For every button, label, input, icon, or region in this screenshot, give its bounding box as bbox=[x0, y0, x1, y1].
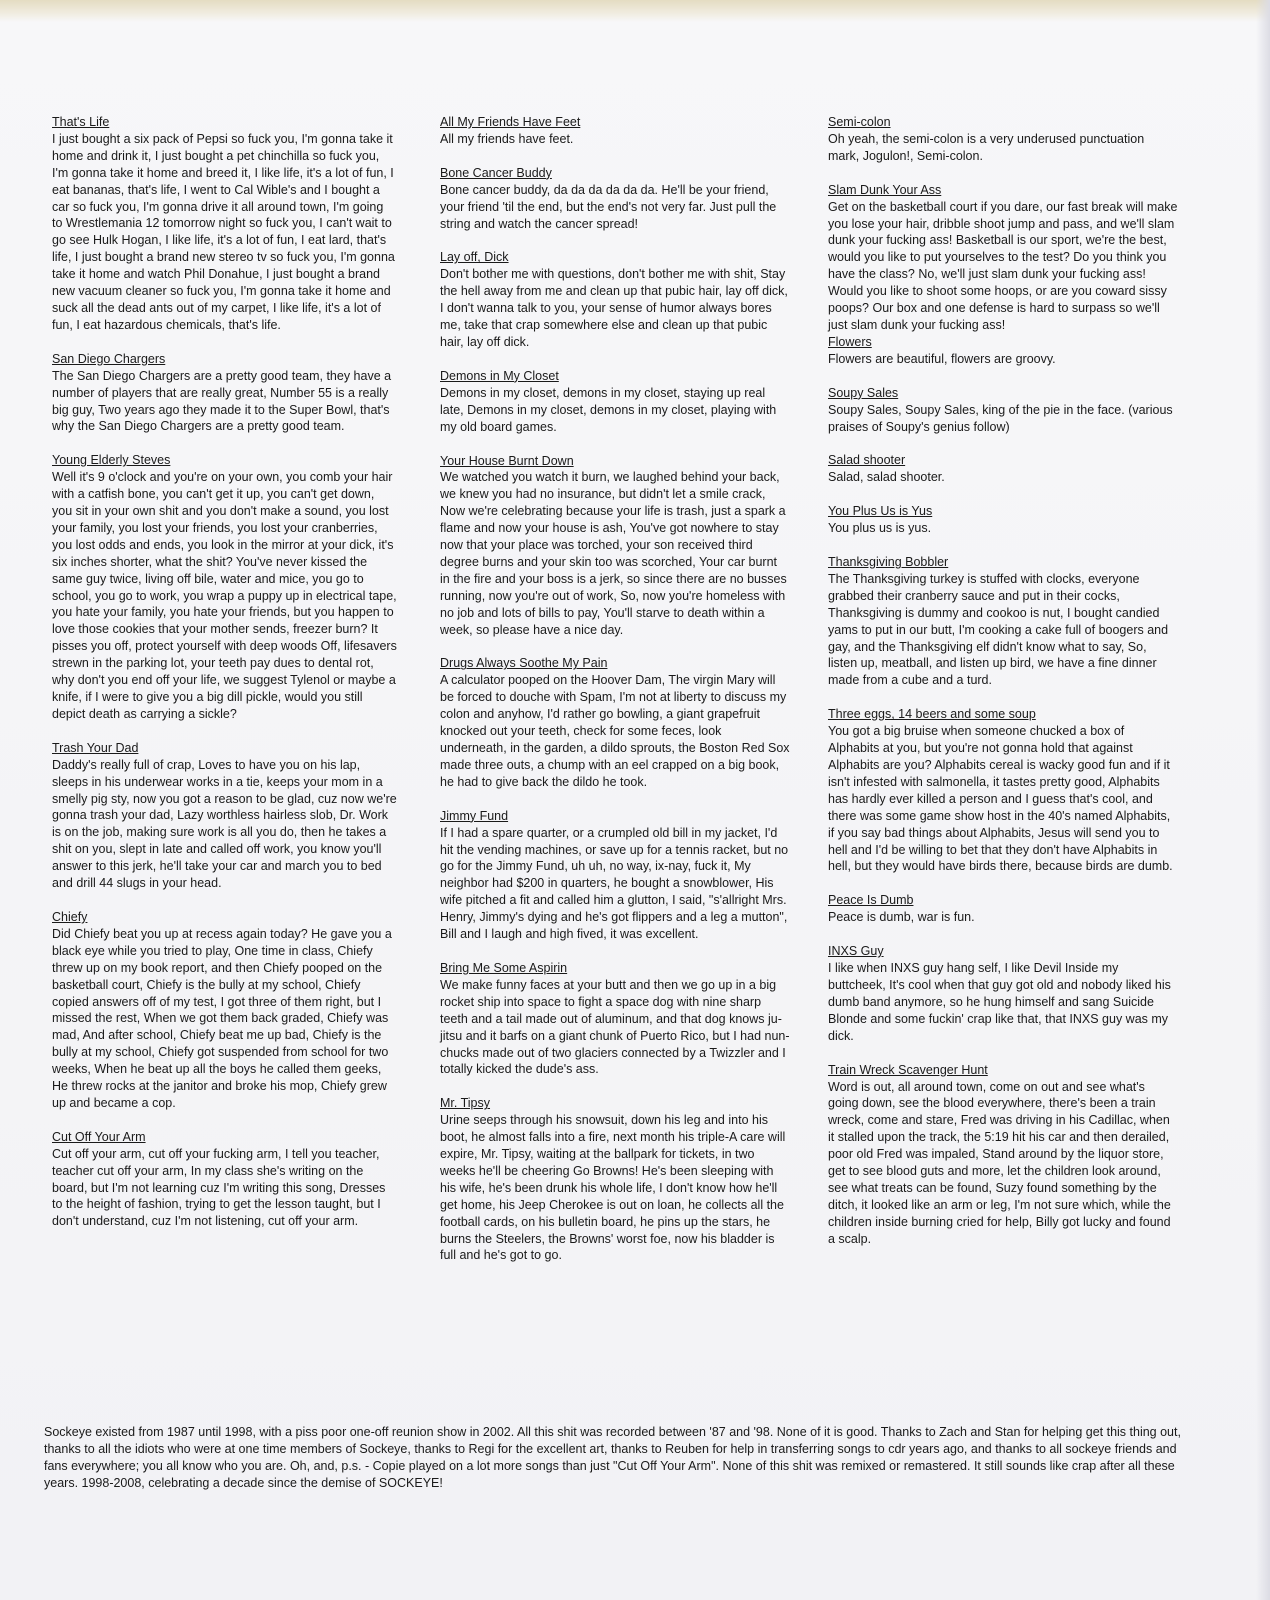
song-lyrics: Salad, salad shooter. bbox=[828, 470, 945, 485]
song-chiefy bbox=[52, 909, 397, 1112]
song-title: Trash Your Dad bbox=[52, 740, 139, 755]
song-lyrics: Peace is dumb, war is fun. bbox=[828, 910, 975, 925]
song-title: Chiefy bbox=[52, 909, 88, 924]
song-bone-cancer-buddy bbox=[440, 165, 790, 233]
song-bring-me-some-aspirin bbox=[440, 960, 790, 1078]
song-cut-off-your-arm bbox=[52, 1129, 397, 1230]
song-lyrics: Demons in my closet, demons in my closet, staying up real late, Demons in my closet, demons in my closet, playing with my old board games. bbox=[440, 385, 777, 434]
song-title: Cut Off Your Arm bbox=[52, 1129, 146, 1144]
song-jimmy-fund bbox=[440, 808, 790, 943]
liner-notes-footer: Sockeye existed from 1987 until 1998, with a piss poor one-off reunion show in 2002. All this shit was recorded between '87 and '98. None of it is good. Thanks to Zach and Stan for helping get this thing out, thanks to all the idiots who were at one time members of Sockeye, thanks to Regi for the excellent art, thanks to Reuben for help in transferring songs to cdr years ago, and thanks to all sockeye friends and fans everywhere; you all know who you are. Oh, and, p.s. - Copie played on a lot more songs than just "Cut Off Your Arm". None of this shit was remixed or remastered. It still sounds like crap after all these years. 1998-2008, celebrating a decade since the demise of SOCKEYE! bbox=[44, 1425, 1181, 1490]
song-title: Thanksgiving Bobbler bbox=[828, 555, 949, 570]
song-title: That's Life bbox=[52, 115, 110, 129]
song-slam-dunk-your-ass bbox=[828, 182, 1178, 334]
song-mr-tipsy bbox=[440, 1095, 790, 1264]
song-title: Jimmy Fund bbox=[440, 808, 509, 823]
song-lyrics: All my friends have feet. bbox=[440, 131, 574, 146]
song-lyrics: You got a big bruise when someone chucked a box of Alphabits at you, but you're not gonna hold that against Alphabits are you? Alphabits cereal is wacky good fun and if it isn't infested with salmonella, it tastes pretty good, Alphabits has hardly ever killed a person and I guess that's cool, and there was some game show host in the 40's named Alphabits, if you say bad things about Alphabits, Jesus will send you to hell and I'd be willing to bet that they don't have Alphabits in hell, but they would have birds there, because birds are dumb. bbox=[828, 724, 1173, 874]
song-lyrics: Daddy's really full of crap, Loves to have you on his lap, sleeps in his underwear works in a tie, keeps your mom in a smelly pig sty, now you got a reason to be glad, cuz now we're gonna trash your dad, Lazy worthless hairless slob, Dr. Work is on the job, making sure work is all you do, then he takes a shit on you, slept in late and called off work, you know you'll answer to this jerk, he'll take your car and march you to bed and drill 44 slugs in your head. bbox=[52, 757, 397, 891]
song-lyrics: I like when INXS guy hang self, I like Devil Inside my buttcheek, It's cool when that guy got old and nobody liked his dumb band anymore, so he hung himself and sang Suicide Blonde and some fuckin' crap like that, that INXS guy was my dick. bbox=[828, 961, 1171, 1043]
song-demons-in-my-closet bbox=[440, 368, 790, 436]
song-title: Soupy Sales bbox=[828, 385, 899, 400]
lyrics-column-1 bbox=[52, 114, 397, 1230]
song-lyrics: I just bought a six pack of Pepsi so fuck you, I'm gonna take it home and drink it, I just bought a pet chinchilla so fuck you, I'm gonna take it home and breed it, I like life, it's a lot of fun, I eat bananas, that's life, I went to Cal Wible's and I bought a car so fuck you, I'm gonna drive it all around town, I'm going to Wrestlemania 12 tomorrow night so fuck you, I can't wait to go see Hulk Hogan, I like life, it's a lot of fun, I eat lard, that's life, I just bought a brand new stereo tv so fuck you, I'm gonna take it home and watch Phil Donahue, I just bought a brand new vacuum cleaner so fuck you, I'm gonna take it home and suck all the dead ants out of my carpet, I like life, it's a lot of fun, I eat hazardous chemicals, that's life. bbox=[52, 131, 395, 332]
lyrics-column-2 bbox=[440, 114, 790, 1264]
song-lyrics: If I had a spare quarter, or a crumpled old bill in my jacket, I'd hit the vending machines, or save up for a tennis racket, but no go for the Jimmy Fund, uh uh, no way, ix-nay, fuck it, My neighbor had $200 in quarters, he bought a snowblower, His wife pitched a fit and called him a glutton, I said, "s'allright Mrs. Henry, Jimmy's dying and he's got flippers and a leg a mutton", Bill and I laugh and high fived, it was excellent. bbox=[440, 825, 789, 942]
song-lyrics: Well it's 9 o'clock and you're on your own, you comb your hair with a catfish bone, you can't get it up, you can't get down, you sit in your own shit and you don't make a sound, you lost your family, you lost your friends, you lost your cranberries, you lost odds and ends, you look in the mirror at your dick, it's six inches shorter, what the shit? You've never kissed the same guy twice, living off bile, water and mice, you go to school, you go to work, you wrap a puppy up in electrical tape, you hate your family, you hate your friends, but you happen to love those cookies that your mother sends, freezer burn? It pisses you off, protect yourself with deep woods Off, lifesavers strewn in the parking lot, your teeth pay dues to dental rot, why don't you end off your life, we suggest Tylenol or maybe a knife, if I were to give you a big dill pickle, would you still depict death as carrying a sickle? bbox=[52, 470, 397, 721]
song-lyrics: Did Chiefy beat you up at recess again today? He gave you a black eye while you tried to play, One time in class, Chiefy threw up on my book report, and then Chiefy pooped on the basketball court, Chiefy is the bully at my school, Chiefy copied answers off of my test, I got three of them right, but I missed the rest, When we got them back graded, Chiefy was mad, And after school, Chiefy beat me up bad, Chiefy is the bully at my school, Chiefy got suspended from school for two weeks, When he beat up all the boys he called them geeks, He threw rocks at the janitor and broke his mop, Chiefy grew up and became a cop. bbox=[52, 926, 392, 1110]
song-title: Bone Cancer Buddy bbox=[440, 165, 552, 180]
song-thanksgiving-bobbler bbox=[828, 554, 1178, 689]
song-trash-your-dad bbox=[52, 740, 397, 892]
song-lyrics: Get on the basketball court if you dare, our fast break will make you lose your hair, dribble shoot jump and pass, and we'll slam dunk your fucking ass! Basketball is our sport, we're the best, would you like to put yourselves to the test? Do you think you have the class? No, we'll just slam dunk your fucking ass! Would you like to shoot some hoops, or are you coward sissy poops? Our box and one defense is hard to surpass so we'll just slam dunk your fucking ass! bbox=[828, 199, 1178, 332]
song-you-plus-us-is-yus bbox=[828, 503, 1178, 537]
page-right-edge bbox=[1256, 0, 1270, 1600]
lyrics-column-3 bbox=[828, 114, 1178, 1248]
song-lyrics: Bone cancer buddy, da da da da da da. He'll be your friend, your friend 'til the end, but the end's not very far. Just pull the string and watch the cancer spread! bbox=[440, 182, 777, 231]
song-peace-is-dumb bbox=[828, 892, 1178, 926]
song-title: Lay off, Dick bbox=[440, 250, 509, 265]
song-lyrics: Urine seeps through his snowsuit, down his leg and into his boot, he almost falls into a fire, next month his triple-A care will expire, Mr. Tipsy, waiting at the ballpark for tickets, in two weeks he'll be cheering Go Browns! He's been sleeping with his wife, he's been drunk his whole life, I don't know how he'll get home, his Jeep Cherokee is out on loan, he collects all the football cards, on his bulletin board, he pins up the stars, he burns the Steelers, the Browns' worst foe, now his bladder is full and he's got to go. bbox=[440, 1113, 786, 1263]
song-title: Young Elderly Steves bbox=[52, 453, 171, 468]
song-lyrics: Cut off your arm, cut off your fucking arm, I tell you teacher, teacher cut off your arm, In my class she's writing on the board, but I'm not learning cuz I'm writing this song, Dresses to the height of fashion, trying to get the lesson taught, but I don't understand, cuz I'm not listening, cut off your arm. bbox=[52, 1146, 386, 1229]
song-title: You Plus Us is Yus bbox=[828, 504, 933, 519]
song-lyrics: A calculator pooped on the Hoover Dam, The virgin Mary will be forced to douche with Spam, I'm not at liberty to discuss my colon and anyhow, I'd rather go bowling, a giant grapefruit knocked out your teeth, check for some feces, look underneath, in the garden, a dildo sprouts, the Boston Red Sox made three outs, a chump with an eel crapped on a big book, he had to give back the dildo he took. bbox=[440, 673, 790, 789]
song-title: Salad shooter bbox=[828, 453, 906, 468]
song-san-diego-chargers bbox=[52, 351, 397, 436]
song-lyrics: The San Diego Chargers are a pretty good team, they have a number of players that are really great, Number 55 is a really big guy, Two years ago they made it to the Super Bowl, that's why the San Diego Chargers are a pretty good team. bbox=[52, 368, 392, 434]
song-lyrics: You plus us is yus. bbox=[828, 521, 932, 536]
song-lyrics: Don't bother me with questions, don't bother me with shit, Stay the hell away from me and clean up that pubic hair, lay off dick, I don't wanna talk to you, your sense of humor always bores me, take that crap somewhere else and clean up that pubic hair, lay off dick. bbox=[440, 267, 788, 349]
song-train-wreck-scavenger-hunt bbox=[828, 1062, 1178, 1248]
song-title: Demons in My Closet bbox=[440, 368, 559, 383]
song-inxs-guy bbox=[828, 943, 1178, 1044]
song-lyrics: We make funny faces at your butt and then we go up in a big rocket ship into space to fight a space dog with nine sharp teeth and a tail made out of aluminum, and that dog knows ju-jitsu and it barfs on a giant chunk of Puerto Rico, but I had nun-chucks made out of two glaciers connected by a Twizzler and I totally kicked the dude's ass. bbox=[440, 977, 790, 1077]
song-lyrics: We watched you watch it burn, we laughed behind your back, we knew you had no insurance, but didn't let a smile crack, Now we're celebrating because your life is trash, just a spark a flame and now your house is ash, You've got nowhere to stay now that your place was torched, your son received third degree burns and your skin too was scorched, Your car burnt in the fire and your boss is a jerk, so since there are no busses running, now you're out of work, So, now you're homeless with no job and lots of bills to pay, You'll starve to death within a week, so please have a nice day. bbox=[440, 470, 787, 637]
song-flowers bbox=[828, 334, 1178, 368]
song-lay-off-dick bbox=[440, 249, 790, 350]
song-title: Three eggs, 14 beers and some soup bbox=[828, 707, 1036, 722]
song-title: Peace Is Dumb bbox=[828, 893, 914, 908]
song-thats-life bbox=[52, 114, 397, 334]
song-three-eggs bbox=[828, 706, 1178, 875]
song-lyrics: Flowers are beautiful, flowers are groovy. bbox=[828, 351, 1056, 366]
song-title: Semi-colon bbox=[828, 115, 891, 129]
song-salad-shooter bbox=[828, 452, 1178, 486]
song-lyrics: Oh yeah, the semi-colon is a very underused punctuation mark, Jogulon!, Semi-colon. bbox=[828, 131, 1145, 163]
song-all-my-friends-have-feet bbox=[440, 114, 790, 148]
song-title: All My Friends Have Feet bbox=[440, 115, 581, 129]
song-title: Bring Me Some Aspirin bbox=[440, 960, 568, 975]
song-lyrics: Word is out, all around town, come on out and see what's going down, see the blood everywhere, there's been a train wreck, come and stare, Fred was driving in his Cadillac, when it stalled upon the track, the 5:19 hit his car and then derailed, poor old Fred was impaled, Stand around by the liquor store, get to see blood guts and more, let the children look around, see what treats can be found, Suzy found something by the ditch, it looked like an arm or leg, I'm not sure which, while the children inside burning cried for help, Billy got lucky and found a scalp. bbox=[828, 1079, 1171, 1246]
page-top-edge bbox=[0, 0, 1270, 22]
song-semi-colon bbox=[828, 114, 1178, 165]
song-lyrics: The Thanksgiving turkey is stuffed with clocks, everyone grabbed their cranberry sauce and put in their cocks, Thanksgiving is dummy and cookoo is nut, I bought candied yams to put in our butt, I'm cooking a cake full of boogers and gay, and the Thanksgiving elf didn't know what to say, So, listen up, meatball, and listen up bird, we have a fine dinner made from a cube and a turd. bbox=[828, 571, 1169, 688]
song-title: San Diego Chargers bbox=[52, 351, 166, 366]
song-lyrics: Soupy Sales, Soupy Sales, king of the pie in the face. (various praises of Soupy's genius follow) bbox=[828, 402, 1173, 434]
song-young-elderly-steves bbox=[52, 452, 397, 723]
song-title: INXS Guy bbox=[828, 944, 884, 959]
song-title: Slam Dunk Your Ass bbox=[828, 182, 942, 197]
song-title: Drugs Always Soothe My Pain bbox=[440, 656, 608, 671]
song-title: Your House Burnt Down bbox=[440, 453, 574, 468]
song-title: Mr. Tipsy bbox=[440, 1096, 491, 1111]
song-title: Train Wreck Scavenger Hunt bbox=[828, 1062, 988, 1077]
song-your-house-burnt-down bbox=[440, 453, 790, 639]
song-title: Flowers bbox=[828, 334, 872, 349]
song-drugs-always-soothe-my-pain bbox=[440, 655, 790, 790]
song-soupy-sales bbox=[828, 385, 1178, 436]
